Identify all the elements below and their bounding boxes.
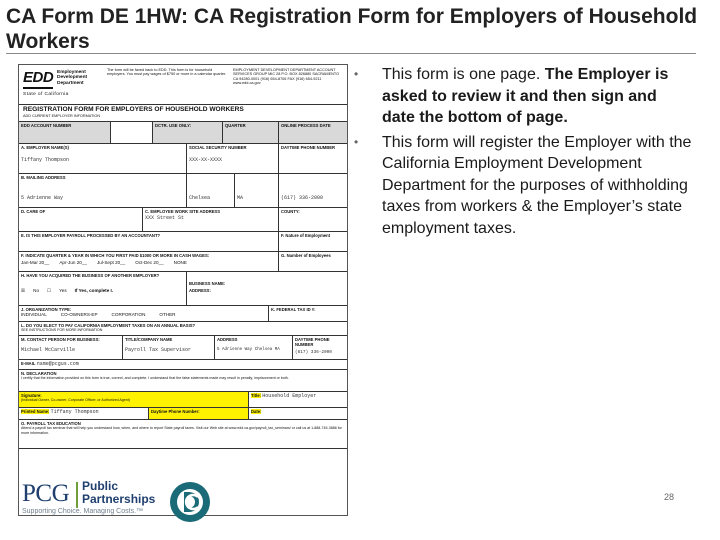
form-row-education xyxy=(19,419,347,449)
form-cell xyxy=(235,174,279,207)
form-cell xyxy=(19,208,143,231)
form-cell xyxy=(19,360,348,369)
form-cell xyxy=(279,232,348,251)
form-label: DAYTIME PHONE NUMBER xyxy=(281,145,336,150)
form-label: Printed Name: xyxy=(21,409,50,414)
quarter-options xyxy=(21,260,276,265)
form-value: MA xyxy=(237,195,244,201)
pcg-logo-partnerships: Partnerships xyxy=(82,492,156,506)
form-cell xyxy=(249,392,348,407)
bullet-icon: • xyxy=(354,134,359,149)
pcg-logo-letters: PCG xyxy=(22,480,70,507)
form-note: SEE INSTRUCTIONS FOR MORE INFORMATION xyxy=(21,328,103,333)
form-cell xyxy=(19,252,279,271)
bullet-text: This form is one page. xyxy=(382,66,545,83)
form-row-acquired xyxy=(19,271,347,305)
form-cell xyxy=(293,336,348,359)
quarter-option: Oct-Dec 20__ xyxy=(135,260,164,266)
form-label: F. Nature of Employment xyxy=(281,233,331,238)
form-label: H. HAVE YOU ACQUIRED THE BUSINESS OF ANOTHER EMPLOYER? xyxy=(21,273,160,278)
checkbox-icon: ☒ xyxy=(21,288,26,294)
quarter-option: NONE xyxy=(173,260,187,266)
form-label: QUARTER xyxy=(225,123,246,128)
form-row-mailing xyxy=(19,173,347,207)
form-label: BUSINESS NAME: xyxy=(189,281,226,286)
form-label: M. CONTACT PERSON FOR BUSINESS: xyxy=(21,337,100,342)
edd-logo: EDD xyxy=(23,69,54,86)
form-label: F. INDICATE QUARTER & YEAR IN WHICH YOU FIRST PAID $1000 OR MORE IN CASH WAGES: xyxy=(21,253,210,258)
form-cell xyxy=(19,144,187,173)
form-label: Signature: xyxy=(21,393,42,398)
form-label: COUNTY: xyxy=(281,209,300,214)
slide-title: CA Form DE 1HW: CA Registration Form for Employers of Household Workers xyxy=(6,5,698,53)
org-option: OTHER xyxy=(159,312,176,318)
pcg-logo-divider xyxy=(76,482,78,508)
form-label: B. MAILING ADDRESS xyxy=(21,175,66,180)
form-value: (617) 336-2000 xyxy=(295,349,332,355)
form-value: Chelsea xyxy=(189,195,211,201)
form-label: TITLE/COMPANY NAME xyxy=(125,337,173,342)
quarter-option: Jan-Mar 20__ xyxy=(21,260,50,266)
form-label: E-MAIL xyxy=(21,361,36,366)
form-cell xyxy=(19,420,348,448)
form-value: Tiffany Thompson xyxy=(50,409,99,415)
form-cell xyxy=(19,322,348,335)
bullet-item xyxy=(354,132,694,240)
acquired-options xyxy=(21,288,184,293)
form-cell xyxy=(279,144,348,173)
form-value: Household Employer xyxy=(262,393,317,399)
form-cell xyxy=(187,272,348,305)
form-row-signature xyxy=(19,391,347,407)
org-option: INDIVIDUAL xyxy=(21,312,47,318)
form-row-organization xyxy=(19,305,347,321)
form-value: XXX Street St xyxy=(145,215,185,222)
form-label: ADDRESS: xyxy=(189,288,211,294)
form-cell xyxy=(279,252,348,271)
form-label: DCTR. USE ONLY: xyxy=(155,123,192,128)
form-label: SOCIAL SECURITY NUMBER xyxy=(189,145,247,150)
form-cell xyxy=(19,272,187,305)
form-row-worksite xyxy=(19,207,347,231)
form-cell xyxy=(279,174,348,207)
form-value: (617) 336-2000 xyxy=(281,195,324,201)
form-cell xyxy=(19,336,123,359)
org-option: CORPORATION xyxy=(111,312,146,318)
form-row-email xyxy=(19,359,347,369)
edd-logo-rule xyxy=(23,87,53,89)
form-education-text: Attend a payroll tax seminar that will help you understand how, when, and where to report State payroll taxes. Visit our Web site at www.edd.ca.gov/payroll_tax_seminars/ or call us at 1-888-745-3886 for more information. xyxy=(21,426,342,435)
form-note: (Individual Owner, Co-owner, Corporate Officer, or Authorized Agent) xyxy=(21,398,130,403)
form-row-account xyxy=(19,121,347,143)
form-value: 5 Adrienne Way xyxy=(21,195,64,202)
form-cell xyxy=(215,336,293,359)
form-cell xyxy=(223,122,279,143)
form-cell xyxy=(249,408,348,419)
dc-logo-text: DC xyxy=(188,521,192,523)
form-cell xyxy=(269,306,348,321)
form-row-payroll xyxy=(19,231,347,251)
bullet-list xyxy=(354,64,694,242)
form-label: L. DO YOU ELECT TO PAY CALIFORNIA EMPLOYMENT TAXES ON AN ANNUAL BASIS? xyxy=(21,323,196,328)
form-cell xyxy=(279,122,348,143)
pcg-logo-tagline: Supporting Choice. Managing Costs.™ xyxy=(22,508,144,515)
bullet-icon: • xyxy=(354,67,359,81)
form-label: J. ORGANIZATION TYPE: xyxy=(21,307,72,312)
form-label: O. PAYROLL TAX EDUCATION xyxy=(21,421,81,426)
form-cell xyxy=(19,408,149,419)
form-header xyxy=(19,65,347,105)
edd-department-name: Employment Development Department xyxy=(57,70,88,86)
bullet-emphasis: The Employer is asked to review it and then sign and date the bottom of page. xyxy=(382,66,669,126)
quarter-option: Apr-Jun 20__ xyxy=(59,260,87,266)
form-value: name@pcgus.com xyxy=(36,361,79,367)
form-row-declaration xyxy=(19,369,347,391)
form-label: EDD ACCOUNT NUMBER xyxy=(21,123,72,128)
form-label: ADDRESS xyxy=(217,337,238,342)
form-label: D. CARE OF xyxy=(21,209,46,214)
form-cell xyxy=(19,370,348,391)
form-subtitle: ADD CURRENT EMPLOYER INFORMATION xyxy=(23,114,101,118)
pcg-logo-public: Public xyxy=(82,479,119,493)
bullet-text: This form will register the Employer with the California Employment Development Department for the purposes of withholding taxes from workers & the Employer’s state employment taxes. xyxy=(382,133,692,237)
org-options xyxy=(21,312,266,317)
form-row-printed-name xyxy=(19,407,347,419)
form-value: Tiffany Thompson xyxy=(21,157,70,164)
form-agency-address: EMPLOYMENT DEVELOPMENT DEPARTMENT ACCOUNT SERVICES GROUP MIC 28 P.O. BOX 826880 SACRAMENTO CA 94280-0001 (916) 654-8706 FAX (916) 654-9211 www.edd.ca.gov xyxy=(233,68,340,86)
checkbox-icon: ☐ xyxy=(47,288,52,294)
form-value: XXX-XX-XXXX xyxy=(189,157,223,164)
page-number: 28 xyxy=(664,492,675,502)
option-label: No xyxy=(33,288,39,294)
form-de1hw-image xyxy=(18,64,348,516)
form-value: 5 Adrienne Way Chelsea MA xyxy=(217,348,280,353)
form-cell xyxy=(153,122,223,143)
form-cell xyxy=(279,208,348,231)
form-row-quarter xyxy=(19,251,347,271)
form-cell xyxy=(19,174,187,207)
form-label: G. Number of Employees xyxy=(281,253,331,258)
edd-state-name: State of California xyxy=(23,92,69,97)
title-divider xyxy=(6,53,696,54)
form-label: N. DECLARATION xyxy=(21,371,57,376)
org-option: CO-OWNERS-EP xyxy=(60,312,98,318)
form-label: E. IS THIS EMPLOYER PAYROLL PROCESSED BY AN ACCOUNTANT? xyxy=(21,233,161,238)
option-label: Yes xyxy=(59,288,67,294)
dc-logo-icon xyxy=(168,480,212,524)
bullet-item xyxy=(354,64,694,129)
form-cell xyxy=(187,174,235,207)
form-cell xyxy=(19,232,279,251)
form-cell xyxy=(19,306,269,321)
form-value: Michael McCarville xyxy=(21,347,76,354)
form-cell xyxy=(19,392,249,407)
form-label: DAYTIME PHONE NUMBER xyxy=(295,337,330,348)
form-title: REGISTRATION FORM FOR EMPLOYERS OF HOUSEHOLD WORKERS xyxy=(23,106,244,113)
form-cell xyxy=(123,336,215,359)
form-cell xyxy=(187,144,279,173)
form-label: A. EMPLOYER NAME(S) xyxy=(21,145,69,150)
form-cell xyxy=(149,408,249,419)
form-label: Title: xyxy=(251,393,261,398)
quarter-option: Jul-Sept 20__ xyxy=(96,260,126,266)
form-row-contact xyxy=(19,335,347,359)
form-label: Daytime Phone Number: xyxy=(151,409,200,414)
form-row-employer xyxy=(19,143,347,173)
form-cell xyxy=(19,122,111,143)
form-cell xyxy=(111,122,153,143)
form-label: ONLINE PROCESS DATE xyxy=(281,123,331,128)
form-label: K. FEDERAL TAX ID #: xyxy=(271,307,316,312)
option-label: If Yes, complete I. xyxy=(74,288,114,294)
form-value: Payroll Tax Supervisor xyxy=(125,347,192,354)
form-row-annual xyxy=(19,321,347,335)
form-label: Date: xyxy=(251,409,262,414)
form-cell xyxy=(143,208,279,231)
form-declaration-text: I certify that the information provided on this form is true, correct, and complete. I understand that the false statements made may result in penalty, imprisonment or both. xyxy=(21,376,289,381)
form-label: C. EMPLOYEE WORK SITE ADDRESS xyxy=(145,209,220,214)
form-header-notice: The form will be faxed back to EDD. This form is for household employers. You must pay wages of $750 or more in a calendar quarter. xyxy=(107,68,227,77)
